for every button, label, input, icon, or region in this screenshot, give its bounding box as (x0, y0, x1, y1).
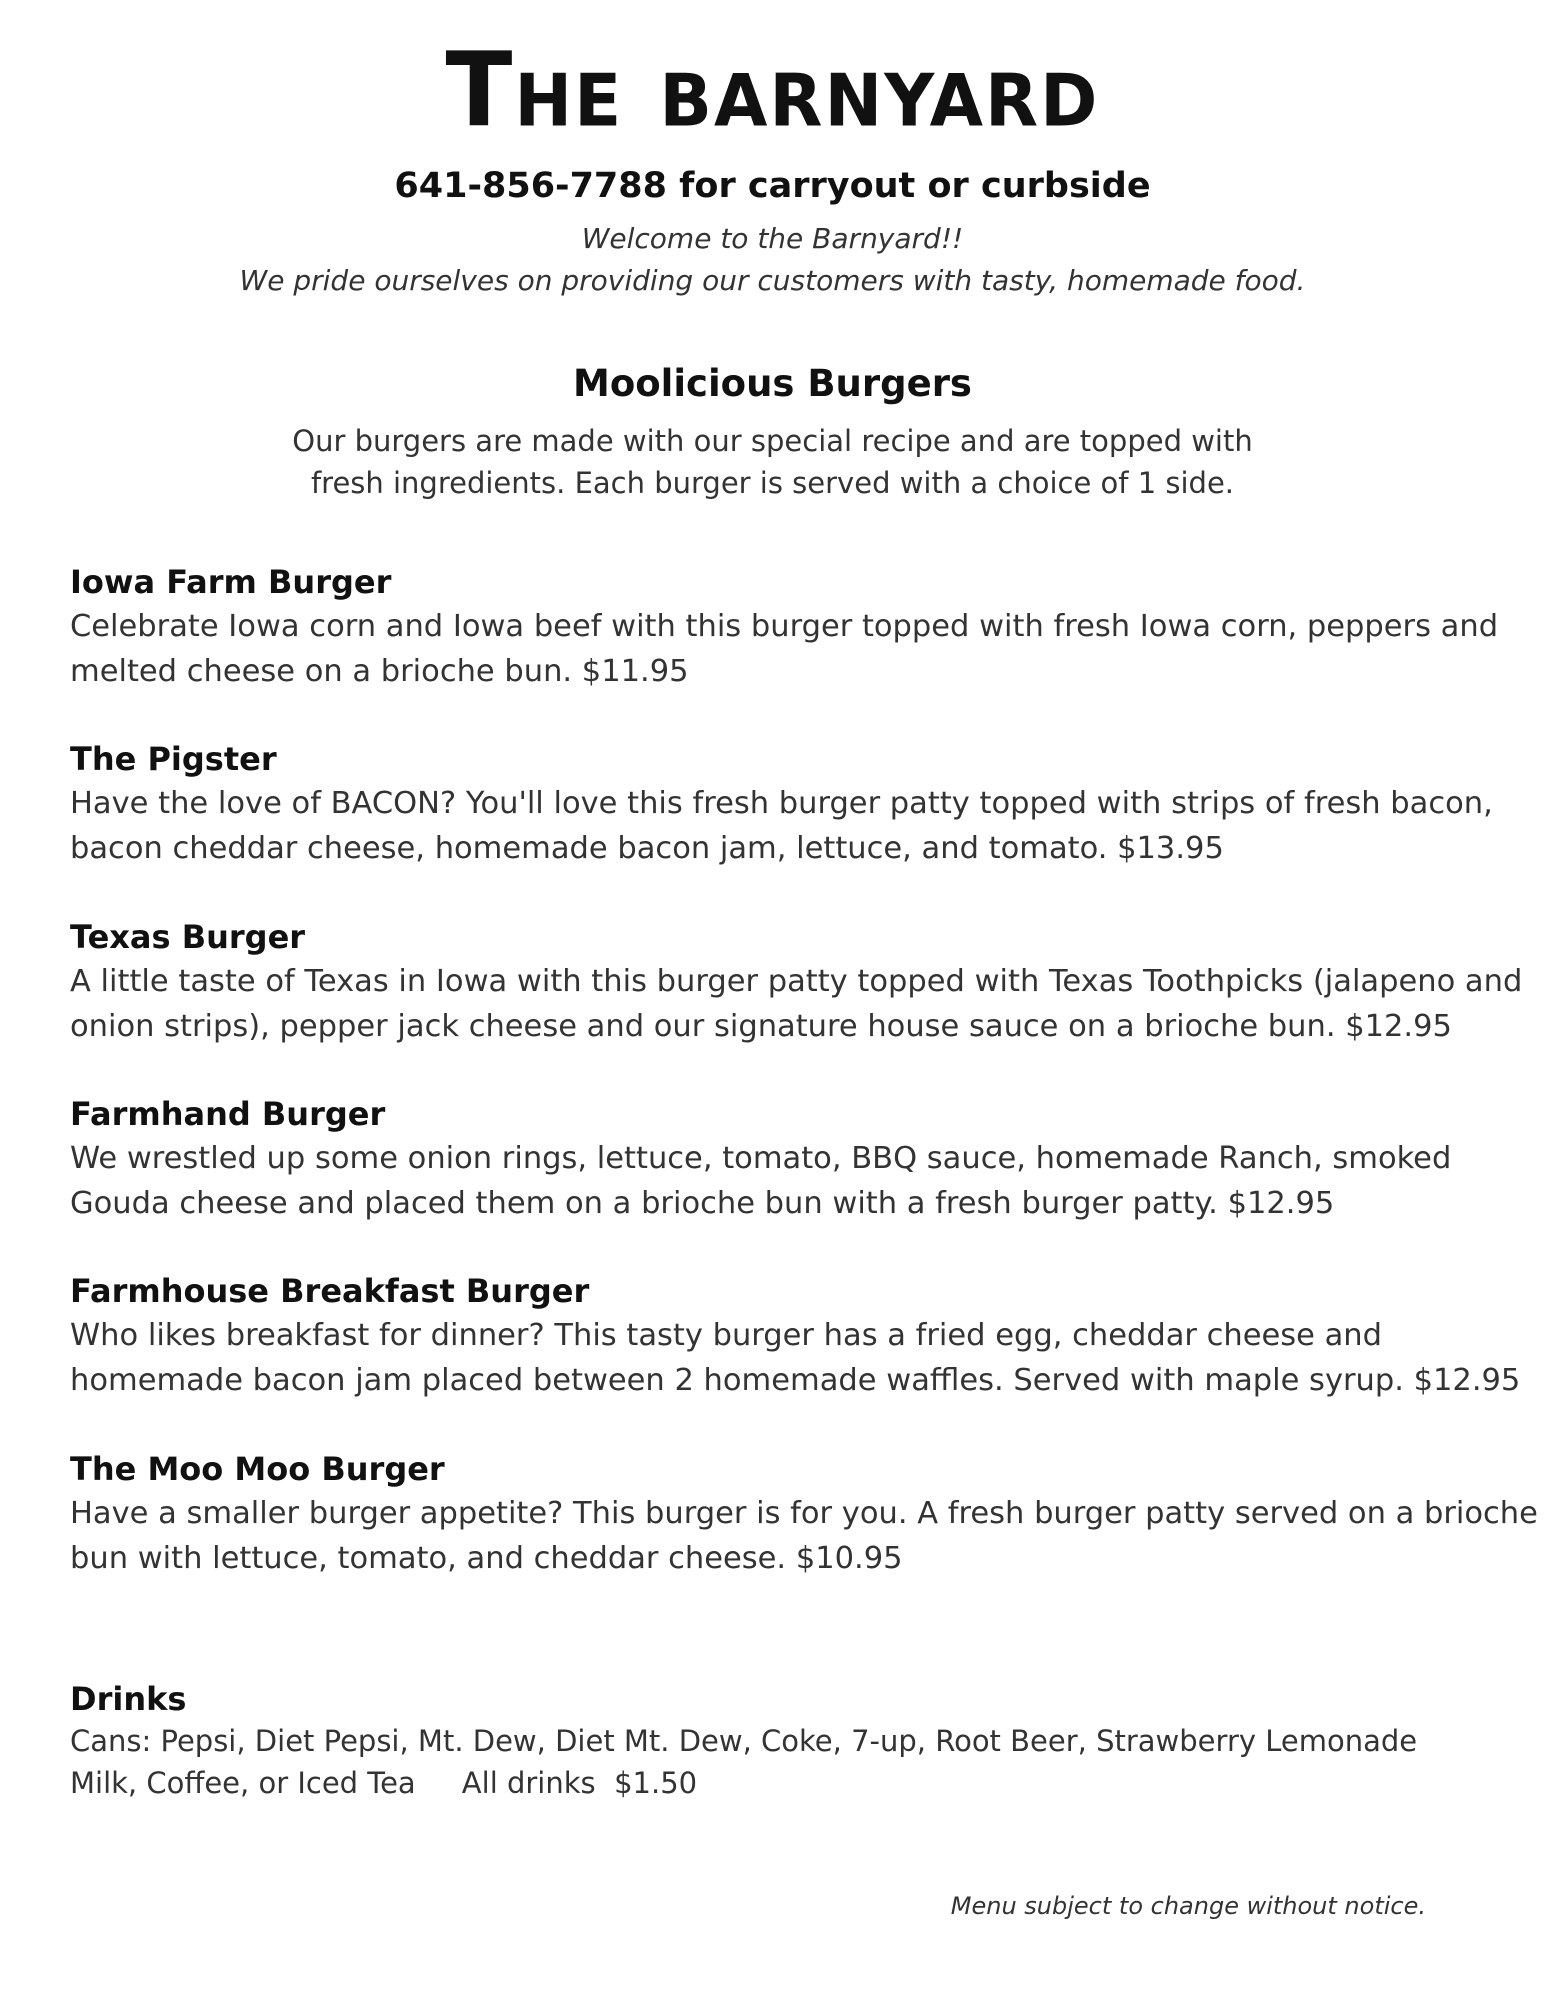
menu-item-description-line-2: Gouda cheese and placed them on a brioche bun with a fresh burger patty. $12.95 (70, 1186, 1335, 1221)
phone-line: 641-856-7788 for carryout or curbside (394, 166, 1151, 206)
drinks-heading: Drinks (70, 1680, 187, 1718)
menu-item-description-line-2: bacon cheddar cheese, homemade bacon jam, lettuce, and tomato. $13.95 (70, 831, 1224, 866)
menu-item-description-line-2: melted cheese on a brioche bun. $11.95 (70, 654, 689, 689)
menu-item-description-line-2: onion strips), pepper jack cheese and our signature house sauce on a brioche bun. $12.95 (70, 1009, 1452, 1044)
menu-item-the-moo-moo-burger (70, 1447, 1538, 1581)
menu-item-farmhand-burger (70, 1092, 1500, 1226)
menu-item-name: Farmhouse Breakfast Burger (70, 1272, 590, 1310)
menu-item-name: Farmhand Burger (70, 1095, 386, 1133)
section-title: Moolicious Burgers (573, 362, 972, 405)
drinks-section (70, 1678, 1500, 1804)
drinks-line-1: Cans: Pepsi, Diet Pepsi, Mt. Dew, Diet Mt. Dew, Coke, 7-up, Root Beer, Strawberry Lemonade (70, 1724, 1418, 1758)
menu-item-description-line-1: Who likes breakfast for dinner? This tasty burger has a fried egg, cheddar cheese and (70, 1318, 1382, 1353)
section-description-line-2: fresh ingredients. Each burger is served with a choice of 1 side. (310, 466, 1235, 500)
menu-item-description-line-1: Have a smaller burger appetite? This burger is for you. A fresh burger patty served on a brioche (70, 1496, 1538, 1531)
restaurant-title: The barnyard (445, 31, 1100, 151)
menu-item-texas-burger (70, 915, 1523, 1049)
menu-item-name: Texas Burger (70, 918, 306, 956)
footer-note: Menu subject to change without notice. (950, 1892, 1426, 1920)
menu-item-description-line-2: bun with lettuce, tomato, and cheddar cheese. $10.95 (70, 1541, 903, 1576)
menu-item-description-line-1: A little taste of Texas in Iowa with this burger patty topped with Texas Toothpicks (jalapeno and (70, 964, 1523, 999)
welcome-line-1: Welcome to the Barnyard!! (581, 222, 964, 255)
menu-item-farmhouse-breakfast-burger (70, 1269, 1521, 1403)
menu-item-description-line-2: homemade bacon jam placed between 2 homemade waffles. Served with maple syrup. $12.95 (70, 1363, 1521, 1398)
menu-item-name: The Pigster (70, 740, 277, 778)
menu-item-description-line-1: Celebrate Iowa corn and Iowa beef with this burger topped with fresh Iowa corn, peppers and (70, 609, 1499, 644)
menu-item-description-line-1: We wrestled up some onion rings, lettuce, tomato, BBQ sauce, homemade Ranch, smoked (70, 1141, 1452, 1176)
menu-item-name: Iowa Farm Burger (70, 563, 392, 601)
welcome-line-2: We pride ourselves on providing our customers with tasty, homemade food. (239, 264, 1306, 297)
menu-item-the-pigster (70, 737, 1500, 871)
menu-item-name: The Moo Moo Burger (70, 1450, 445, 1488)
menu-item-description-line-1: Have the love of BACON? You'll love this fresh burger patty topped with strips of fresh bacon, (70, 786, 1493, 821)
section-description-line-1: Our burgers are made with our special recipe and are topped with (292, 424, 1253, 458)
drinks-line-2: Milk, Coffee, or Iced Tea All drinks $1.50 (70, 1766, 698, 1800)
menu-item-iowa-farm-burger (70, 560, 1500, 694)
